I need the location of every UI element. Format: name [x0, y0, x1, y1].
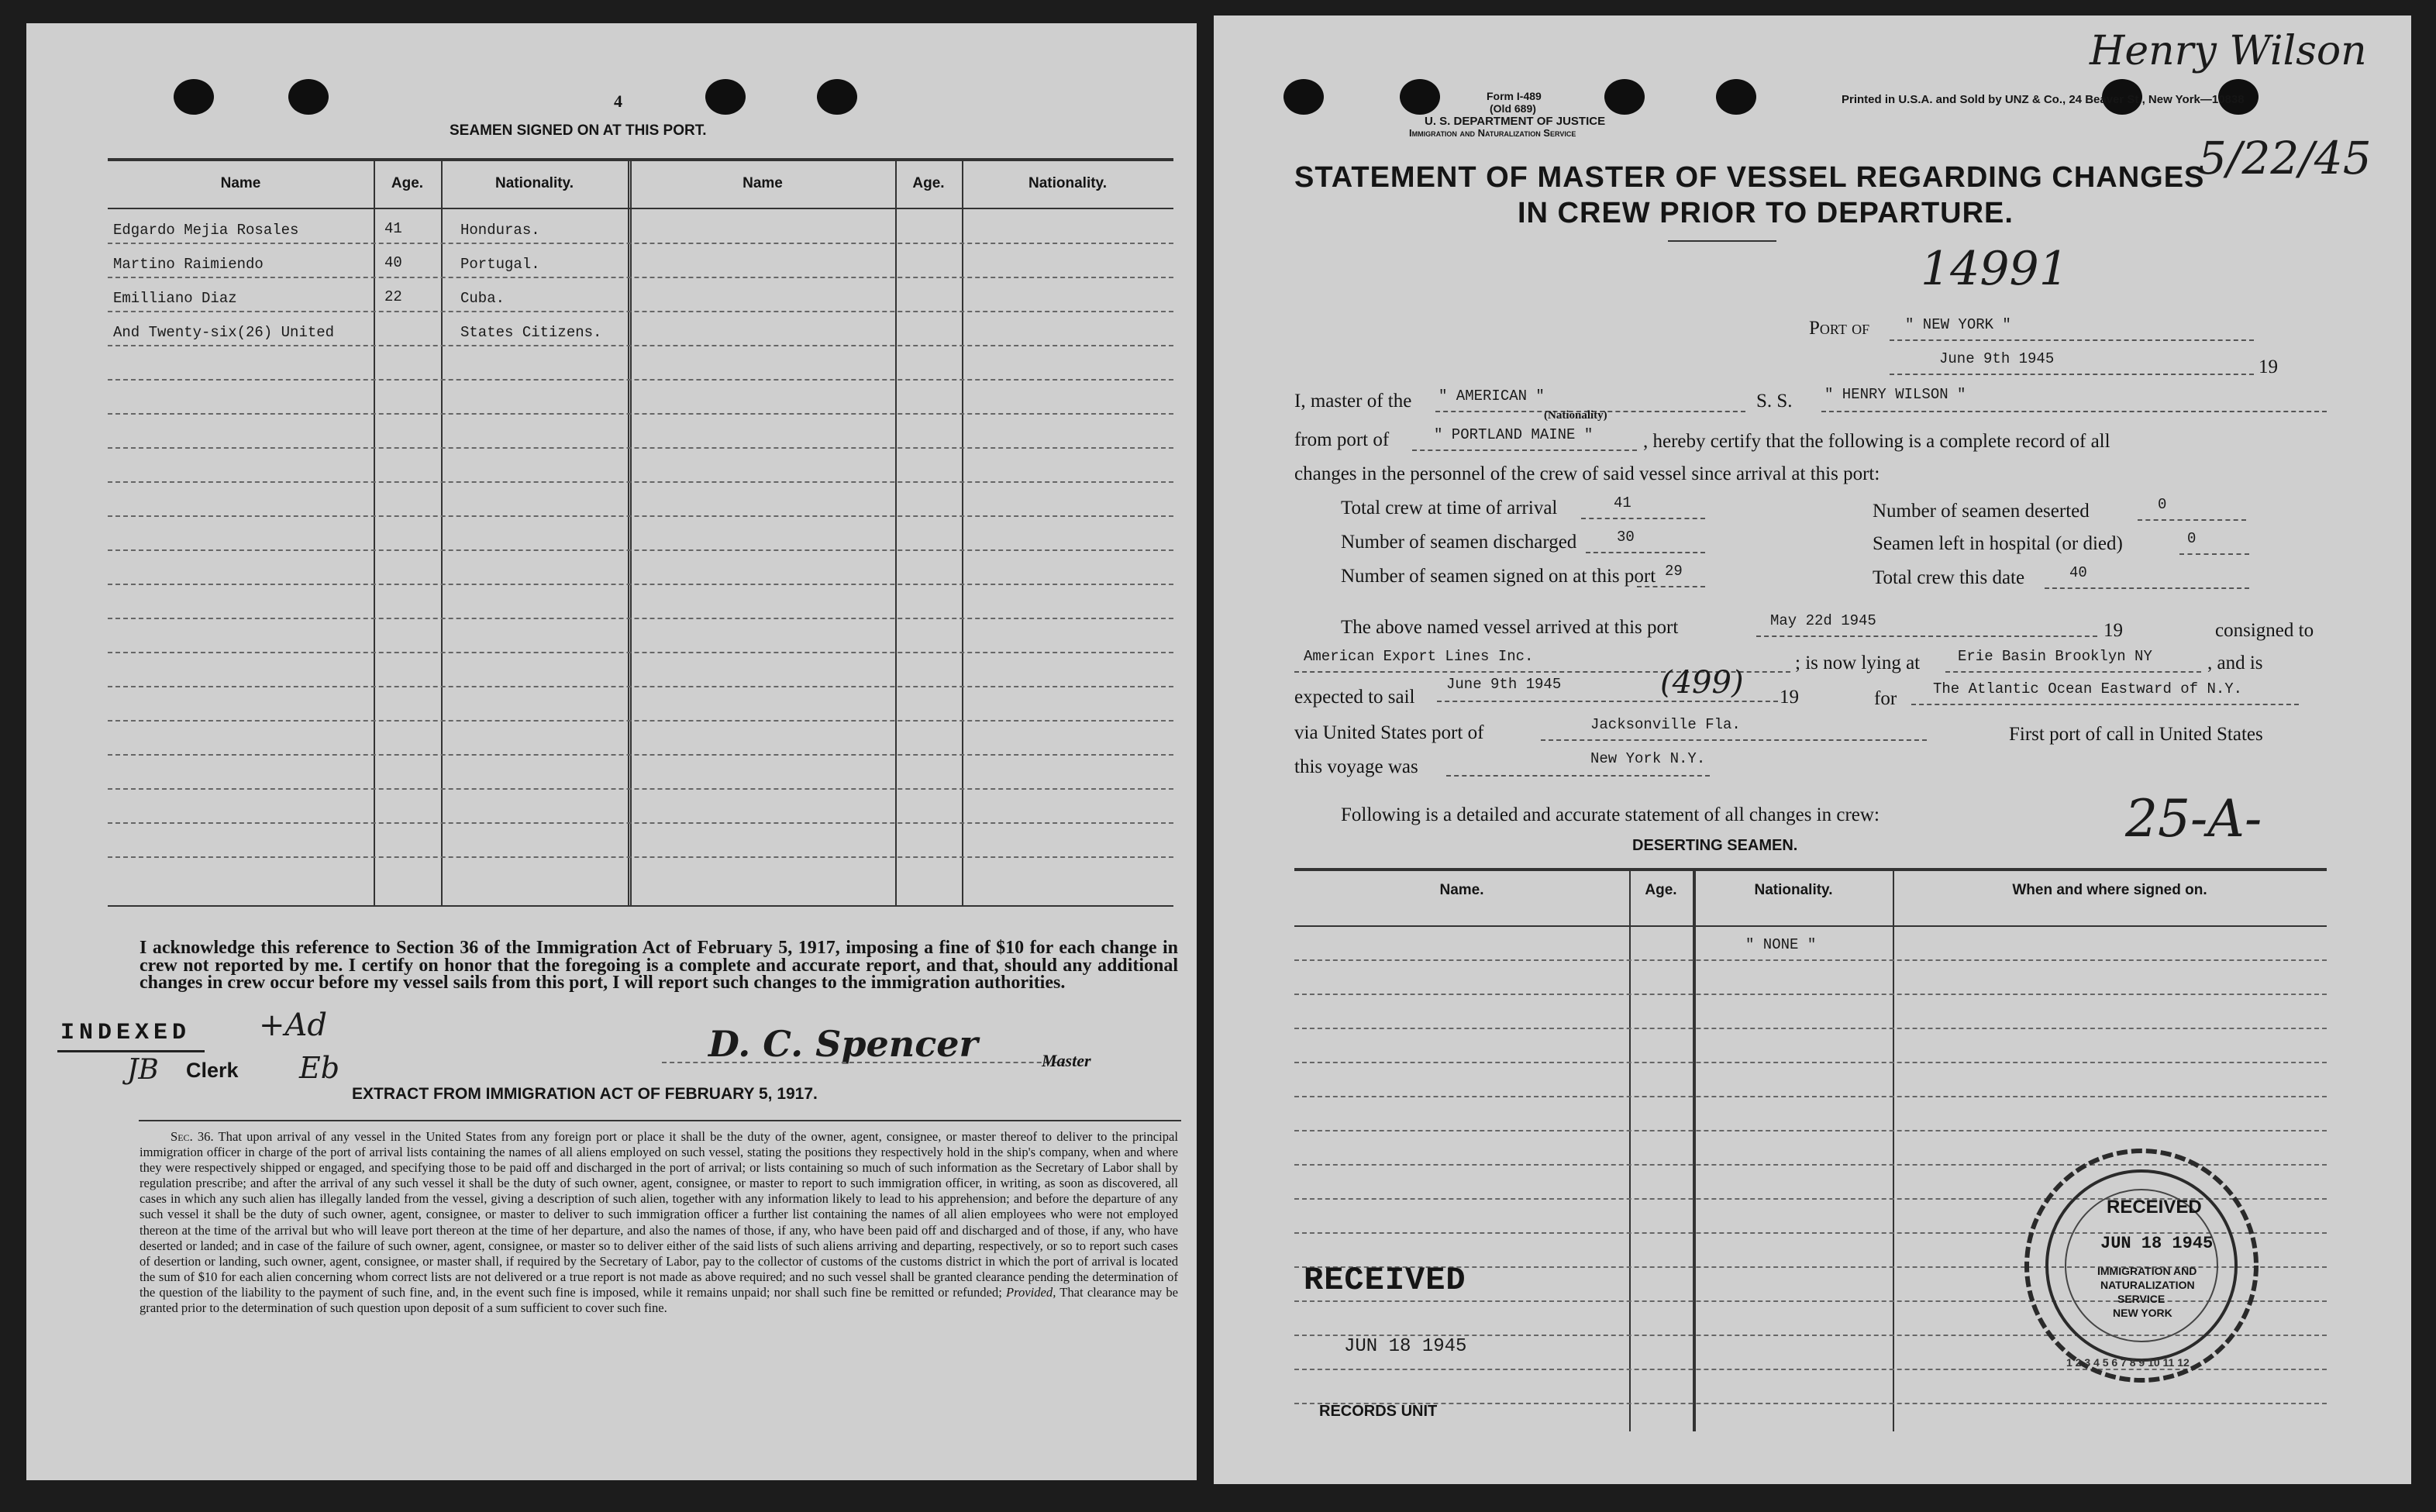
table-rule: [108, 160, 1173, 161]
seaman-name: Emilliano Diaz: [113, 290, 237, 307]
table-column-line: [895, 160, 897, 905]
via-label: via United States port of: [1294, 722, 1484, 743]
column-header-age: Age.: [912, 175, 945, 191]
column-header-nationality: Nationality.: [1028, 175, 1107, 191]
via-value: Jacksonville Fla.: [1590, 716, 1741, 733]
form-number: Form I-489: [1487, 90, 1542, 102]
master-signature: D. C. Spencer: [708, 1023, 978, 1065]
clerk-initials: Eb: [299, 1051, 340, 1085]
consignee-value: American Export Lines Inc.: [1304, 648, 1534, 665]
round-stamp-line: NATURALIZATION: [2100, 1279, 2195, 1291]
row-rule: [108, 788, 1173, 790]
row-rule: [108, 754, 1173, 756]
table-rule: [1294, 925, 2327, 927]
row-rule: [108, 515, 1173, 517]
lying-line: [1945, 671, 2201, 673]
row-rule: [108, 720, 1173, 722]
table-column-line: [1694, 870, 1696, 1431]
nationality-value: " AMERICAN ": [1439, 387, 1545, 405]
hospital-value: 0: [2187, 530, 2197, 547]
punch-hole: [1283, 79, 1324, 115]
title-rule: [1668, 240, 1776, 242]
extract-rule: [139, 1120, 1181, 1121]
arrived-line: [1756, 635, 2097, 637]
row-rule: [1294, 1062, 2327, 1063]
seaman-name: And Twenty-six(26) United: [113, 324, 335, 341]
deserted-value: 0: [2158, 496, 2167, 513]
arrived-label: The above named vessel arrived at this port: [1341, 617, 1679, 638]
lying-value: Erie Basin Brooklyn NY: [1958, 648, 2152, 665]
row-rule: [108, 243, 1173, 244]
vessel-value: " HENRY WILSON ": [1824, 386, 1966, 403]
statute-body: That upon arrival of any vessel in the United States from any foreign port or place it shall be the duty of the owner, agent, consignee, or master thereof to deliver to the principal immigration officer in charge of the port of arrival lists containing the names of all aliens employed on such vessel, stating the positions they respectively hold in the ship's company, when and where they were respectively shipped or engaged, and specifying those to be paid off and discharged in the port of arrival; or lists containing so much of such information as the Secretary of Labor shall by regulation prescribe; and after the arrival of any such vessel it shall be the duty of such owner, agent, consignee, or master to report to such immigration officer, in writing, as soon as discovered, all cases in which any such alien has illegally landed from the vessel, giving a description of such alien, together with any information likely to lead to his apprehension; and before the departure of any such vessel it shall be the duty of such owner, agent, consignee, or master to deliver to such immigration officer a further list containing the names of all alien employees who were not employed thereon at the time of the arrival but who will leave port thereon at the time of her departure, and also the names of those, if any, who have been paid off and discharged and of those, if any, who have deserted or landed; and in case of the failure of such owner, agent, consignee, or master so to deliver either of the said lists of such aliens arriving and departing, respectively, or so to report such cases of desertion or landing, such owner, agent, consignee, or master shall, if required by the Secretary of Labor, pay to the collector of customs of the customs district in which the port of arrival is located the sum of $10 for each alien concerning whom correct lists are not delivered or a true report is not made as above required; and no such vessel shall be granted clearance pending the determination of the question of the liability to the payment of such fine, and, in the event such fine is imposed, while it remains unpaid; nor shall such fine be remitted or refunded;: [140, 1129, 1179, 1300]
table-rule: [1294, 870, 2327, 871]
changes-text: changes in the personnel of the crew of said vessel since arrival at this port:: [1294, 463, 1880, 484]
punch-hole: [1716, 79, 1756, 115]
signed-on-label: Number of seamen signed on at this port: [1341, 566, 1656, 587]
first-call-label: First port of call in United States: [2009, 724, 2263, 745]
year-prefix: 19: [2104, 620, 2123, 641]
table-column-line: [630, 160, 632, 905]
row-rule: [108, 379, 1173, 381]
punch-hole: [174, 79, 214, 115]
round-stamp-ring: 1 2 3 4 5 6 7 8 9 10 11 12: [2066, 1356, 2190, 1369]
expected-note: (499): [1660, 665, 1744, 701]
row-rule: [108, 686, 1173, 687]
discharged-label: Number of seamen discharged: [1341, 532, 1577, 553]
seaman-age: 41: [384, 220, 402, 237]
master-of-label: I, master of the: [1294, 391, 1412, 412]
handwritten-vessel-name: Henry Wilson: [2090, 28, 2367, 74]
for-label: for: [1874, 688, 1897, 709]
year-prefix: 19: [2259, 356, 2278, 377]
voyage-line: [1446, 775, 1710, 777]
row-rule: [108, 584, 1173, 585]
table-column-line: [441, 160, 443, 905]
statute-end: That clearance may be granted prior to the determination of such question upon deposit of a sum sufficient to cover such fine.: [140, 1284, 1178, 1316]
clerk-label: Clerk: [186, 1059, 239, 1082]
row-rule: [1294, 1096, 2327, 1097]
column-header-name: Name.: [1439, 882, 1484, 898]
arrived-value: May 22d 1945: [1770, 612, 1876, 629]
form-title-line2: IN CREW PRIOR TO DEPARTURE.: [1518, 197, 2014, 229]
date-line: [1890, 374, 2254, 375]
none-entry: " NONE ": [1745, 936, 1817, 953]
vessel-line: [1821, 411, 2327, 412]
row-rule: [1294, 1028, 2327, 1029]
table-column-line: [1893, 870, 1894, 1431]
total-crew-date-value: 40: [2069, 564, 2087, 581]
row-rule: [1294, 1130, 2327, 1131]
row-rule: [1294, 959, 2327, 961]
row-rule: [108, 345, 1173, 346]
table-column-line: [628, 160, 629, 905]
seaman-nationality: Portugal.: [460, 256, 540, 273]
round-stamp-received: RECEIVED: [2107, 1197, 2202, 1218]
received-date: JUN 18 1945: [1344, 1336, 1467, 1357]
from-port-label: from port of: [1294, 429, 1390, 450]
page-number: 4: [614, 91, 622, 111]
total-crew-arrival-value: 41: [1614, 494, 1631, 511]
file-number: 14991: [1921, 242, 2069, 296]
signed-on-value: 29: [1665, 563, 1683, 580]
row-rule: [108, 447, 1173, 449]
stat-line: [1581, 518, 1705, 519]
for-value: The Atlantic Ocean Eastward of N.Y.: [1933, 680, 2243, 697]
seaman-age: 40: [384, 254, 402, 271]
table-column-line: [1629, 870, 1631, 1431]
row-rule: [108, 413, 1173, 415]
consigned-label: consigned to: [2215, 620, 2314, 641]
round-stamp-line: IMMIGRATION AND: [2097, 1265, 2197, 1277]
total-crew-date-label: Total crew this date: [1873, 567, 2025, 588]
stat-line: [2138, 519, 2246, 521]
port-label: Port of: [1809, 318, 1870, 339]
round-stamp-date: JUN 18 1945: [2100, 1234, 2214, 1253]
punch-hole: [705, 79, 746, 115]
row-rule: [108, 822, 1173, 824]
via-line: [1541, 739, 1927, 741]
column-header-nationality: Nationality.: [1754, 882, 1833, 898]
seamen-signed-title: SEAMEN SIGNED ON AT THIS PORT.: [450, 122, 707, 139]
clerk-initials: JB: [127, 1054, 159, 1086]
form-title-line1: STATEMENT OF MASTER OF VESSEL REGARDING CHANGES: [1294, 161, 2205, 194]
column-header-name: Name: [743, 175, 783, 191]
row-rule: [108, 618, 1173, 619]
left-page: [26, 23, 1197, 1480]
port-line: [1890, 339, 2254, 341]
expected-label: expected to sail: [1294, 687, 1415, 708]
column-header-age: Age.: [391, 175, 424, 191]
stat-line: [1637, 586, 1705, 587]
table-rule: [108, 208, 1173, 209]
round-stamp-line: SERVICE: [2117, 1293, 2166, 1305]
master-label: Master: [1042, 1051, 1091, 1070]
code-mark: 25-A-: [2125, 789, 2262, 849]
expected-value: June 9th 1945: [1446, 676, 1562, 693]
indexed-stamp: INDEXED: [60, 1020, 191, 1046]
row-rule: [1294, 1403, 2327, 1404]
received-stamp: RECEIVED: [1304, 1262, 1466, 1299]
seaman-name: Edgardo Mejia Rosales: [113, 222, 299, 239]
following-text: Following is a detailed and accurate statement of all changes in crew:: [1341, 804, 1880, 825]
table-column-line: [962, 160, 963, 905]
column-header-name: Name: [220, 175, 261, 191]
indexed-underline: [57, 1050, 205, 1052]
acknowledgement-text: I acknowledge this reference to Section 36 of the Immigration Act of February 5, 1917, imposing a fine of $10 for each change in crew not reported by me. I certify on honor that the foregoing is a complete and accurate report, and that, should any additional changes in crew occur before my vessel sails from this port, I will report such changes to the immigration authorities.: [140, 938, 1178, 993]
port-value: " NEW YORK ": [1905, 316, 2011, 333]
statute-text: [140, 1129, 1178, 1316]
total-crew-arrival-label: Total crew at time of arrival: [1341, 498, 1558, 518]
stat-line: [2179, 553, 2249, 555]
from-port-value: " PORTLAND MAINE ": [1434, 426, 1594, 443]
voyage-value: New York N.Y.: [1590, 750, 1706, 767]
statute-proviso: Provided,: [1006, 1284, 1056, 1300]
from-port-line: [1412, 449, 1637, 451]
deserting-seamen-title: DESERTING SEAMEN.: [1632, 837, 1798, 854]
seaman-nationality: Honduras.: [460, 222, 540, 239]
seaman-nationality: Cuba.: [460, 290, 505, 307]
department-name: U. S. DEPARTMENT OF JUSTICE: [1425, 115, 1606, 128]
statute-section: Sec. 36.: [171, 1129, 214, 1144]
service-name: Immigration and Naturalization Service: [1409, 127, 1576, 139]
date-value: June 9th 1945: [1939, 350, 2055, 367]
seaman-name: Martino Raimiendo: [113, 256, 264, 273]
row-rule: [108, 652, 1173, 653]
handwritten-date: 5/22/45: [2198, 132, 2372, 184]
row-rule: [1294, 994, 2327, 995]
certify-text: , hereby certify that the following is a complete record of all: [1643, 431, 2110, 452]
row-rule: [108, 277, 1173, 278]
column-header-age: Age.: [1645, 882, 1677, 898]
column-header-nationality: Nationality.: [495, 175, 574, 191]
and-is-text: , and is: [2207, 653, 2263, 673]
row-rule: [108, 856, 1173, 858]
ss-label: S. S.: [1756, 391, 1793, 412]
punch-hole: [1604, 79, 1645, 115]
discharged-value: 30: [1617, 529, 1635, 546]
extract-title: EXTRACT FROM IMMIGRATION ACT OF FEBRUARY 5, 1917.: [352, 1085, 818, 1103]
row-rule: [108, 481, 1173, 483]
for-line: [1911, 704, 2299, 705]
row-rule: [108, 549, 1173, 551]
round-stamp-line: NEW YORK: [2113, 1307, 2172, 1319]
lying-label: ; is now lying at: [1795, 653, 1921, 673]
records-unit: RECORDS UNIT: [1319, 1403, 1438, 1420]
table-rule: [108, 905, 1173, 907]
right-page: [1214, 15, 2411, 1484]
stat-line: [1586, 552, 1705, 553]
punch-hole: [288, 79, 329, 115]
expected-line: [1437, 701, 1778, 702]
punch-hole: [817, 79, 857, 115]
form-old-number: (Old 689): [1490, 102, 1536, 115]
table-column-line: [374, 160, 375, 905]
hospital-label: Seamen left in hospital (or died): [1873, 533, 2123, 554]
stat-line: [2045, 587, 2249, 589]
seaman-age: 22: [384, 288, 402, 305]
signature-line: [662, 1062, 1065, 1063]
deserted-label: Number of seamen deserted: [1873, 501, 2090, 522]
nationality-caption: (Nationality): [1544, 409, 1607, 422]
indexed-initials: +Ad: [259, 1007, 328, 1043]
punch-hole: [1400, 79, 1440, 115]
printer-line: Printed in U.S.A. and Sold by UNZ & Co., 24 Beaver St., New York—10838: [1842, 93, 2245, 106]
row-rule: [108, 311, 1173, 312]
column-header-signed-on: When and where signed on.: [2012, 882, 2207, 898]
voyage-label: this voyage was: [1294, 756, 1418, 777]
seaman-nationality: States Citizens.: [460, 324, 602, 341]
year-prefix: 19: [1780, 687, 1799, 708]
